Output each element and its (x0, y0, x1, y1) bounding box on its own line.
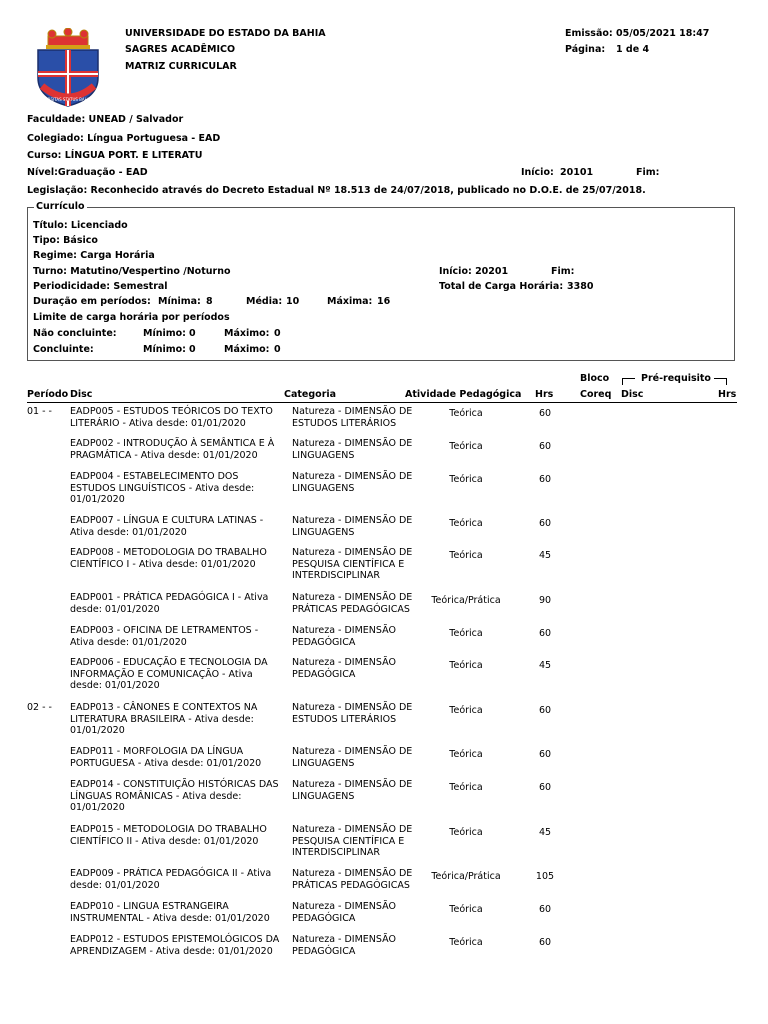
fim-label: Fim: (636, 167, 660, 178)
faculdade: Faculdade: UNEAD / Salvador (27, 114, 184, 125)
row-disc: EADP014 - CONSTITUIÇÃO HISTÓRICAS DAS LÍNGUAS ROMÂNICAS - Ativa desde: 01/01/2020 (70, 779, 279, 813)
row-categoria: Natureza - DIMENSÃO DE LINGUAGENS (292, 779, 413, 802)
row-categoria: Natureza - DIMENSÃO DE ESTUDOS LITERÁRIOS (292, 702, 413, 725)
row-atividade: Teórica (449, 550, 483, 561)
prereq-bracket-left (622, 378, 635, 385)
row-hrs: 60 (538, 518, 552, 529)
row-disc: EADP012 - ESTUDOS EPISTEMOLÓGICOS DA APRENDIZAGEM - Ativa desde: 01/01/2020 (70, 934, 280, 957)
page-label: Página: (565, 44, 606, 55)
header-prereq-disc: Disc (621, 389, 644, 400)
header-hrs: Hrs (535, 389, 554, 400)
maxima-value: 16 (377, 296, 391, 307)
row-categoria: Natureza - DIMENSÃO DE LINGUAGENS (292, 515, 413, 538)
row-categoria: Natureza - DIMENSÃO PEDAGÓGICA (292, 625, 396, 648)
row-hrs: 60 (538, 782, 552, 793)
row-hrs: 60 (538, 749, 552, 760)
row-atividade: Teórica (449, 628, 483, 639)
nc-minimo-label: Mínimo: (143, 328, 186, 339)
nc-maximo-label: Máximo: (224, 328, 270, 339)
row-hrs: 60 (538, 408, 552, 419)
emission-value: 05/05/2021 18:47 (616, 28, 710, 39)
row-disc: EADP002 - INTRODUÇÃO À SEMÂNTICA E À PRAGMÁTICA - Ativa desde: 01/01/2020 (70, 438, 275, 461)
row-disc: EADP013 - CÂNONES E CONTEXTOS NA LITERATURA BRASILEIRA - Ativa desde: 01/01/2020 (70, 702, 258, 736)
row-categoria: Natureza - DIMENSÃO DE LINGUAGENS (292, 746, 413, 769)
row-categoria: Natureza - DIMENSÃO DE PESQUISA CIENTÍFICA E INTERDISCIPLINAR (292, 547, 413, 581)
row-hrs: 60 (538, 904, 552, 915)
row-atividade: Teórica (449, 474, 483, 485)
total-carga-label: Total de Carga Horária: (439, 281, 564, 292)
media-value: 10 (286, 296, 300, 307)
row-atividade: Teórica/Prática (431, 871, 501, 882)
c-minimo-value: 0 (189, 344, 196, 355)
svg-text:UNIVERSITAS STATUS BAHIENSIS: UNIVERSITAS STATUS BAHIENSIS (35, 97, 101, 102)
row-categoria: Natureza - DIMENSÃO PEDAGÓGICA (292, 934, 396, 957)
header-atividade: Atividade Pedagógica (405, 389, 522, 400)
row-hrs: 60 (538, 628, 552, 639)
row-hrs: 45 (538, 660, 552, 671)
university-logo (28, 28, 108, 110)
row-disc: EADP010 - LINGUA ESTRANGEIRA INSTRUMENTAL - Ativa desde: 01/01/2020 (70, 901, 270, 924)
row-disc: EADP005 - ESTUDOS TEÓRICOS DO TEXTO LITERÁRIO - Ativa desde: 01/01/2020 (70, 406, 273, 429)
nivel: Nível:Graduação - EAD (27, 167, 148, 178)
row-periodo: 01 - - (27, 406, 52, 417)
header-prereq: Pré-requisito (641, 373, 711, 384)
row-categoria: Natureza - DIMENSÃO DE PRÁTICAS PEDAGÓGICAS (292, 592, 413, 615)
system-name: SAGRES ACADÊMICO (125, 44, 236, 55)
row-categoria: Natureza - DIMENSÃO PEDAGÓGICA (292, 657, 396, 680)
row-atividade: Teórica (449, 705, 483, 716)
maxima-label: Máxima: (327, 296, 373, 307)
header-disc: Disc (70, 389, 93, 400)
header-categoria: Categoria (284, 389, 337, 400)
curriculo-fim: Fim: (551, 266, 575, 277)
header-prereq-hrs: Hrs (718, 389, 737, 400)
concluinte-label: Concluinte: (33, 344, 94, 355)
duracao-label: Duração em períodos: (33, 296, 151, 307)
limite-label: Limite de carga horária por períodos (33, 312, 230, 323)
row-hrs: 45 (538, 827, 552, 838)
row-atividade: Teórica (449, 660, 483, 671)
row-hrs: 60 (538, 441, 552, 452)
curriculo-title: Currículo (36, 201, 85, 212)
institution-name: UNIVERSIDADE DO ESTADO DA BAHIA (125, 28, 326, 39)
row-categoria: Natureza - DIMENSÃO DE LINGUAGENS (292, 471, 413, 494)
legislacao: Legislação: Reconhecido através do Decreto Estadual Nº 18.513 de 24/07/2018, publicado no D.O.E. de 25/07/2018. (27, 185, 646, 196)
inicio-label: Início: (521, 167, 554, 178)
nc-maximo-value: 0 (274, 328, 281, 339)
row-disc: EADP006 - EDUCAÇÃO E TECNOLOGIA DA INFORMAÇÃO E COMUNICAÇÃO - Ativa desde: 01/01/2020 (70, 657, 268, 691)
row-categoria: Natureza - DIMENSÃO DE LINGUAGENS (292, 438, 413, 461)
row-hrs: 90 (538, 595, 552, 606)
report-title: MATRIZ CURRICULAR (125, 61, 237, 72)
crown-icon (46, 28, 90, 49)
row-atividade: Teórica (449, 827, 483, 838)
curso: Curso: LÍNGUA PORT. E LITERATU (27, 150, 203, 161)
c-minimo-label: Mínimo: (143, 344, 186, 355)
curriculo-regime: Regime: Carga Horária (33, 250, 155, 261)
row-disc: EADP011 - MORFOLOGIA DA LÍNGUA PORTUGUESA - Ativa desde: 01/01/2020 (70, 746, 262, 769)
curriculo-inicio: Início: 20201 (439, 266, 509, 277)
row-categoria: Natureza - DIMENSÃO PEDAGÓGICA (292, 901, 396, 924)
curriculo-turno: Turno: Matutino/Vespertino /Noturno (33, 266, 231, 277)
nao-concluinte-label: Não concluinte: (33, 328, 117, 339)
media-label: Média: (246, 296, 283, 307)
header-divider (27, 402, 737, 403)
nc-minimo-value: 0 (189, 328, 196, 339)
coat-of-arms-icon (28, 28, 108, 110)
header-periodo: Período (27, 389, 69, 400)
colegiado: Colegiado: Língua Portuguesa - EAD (27, 133, 221, 144)
minima-value: 8 (206, 296, 213, 307)
row-atividade: Teórica (449, 408, 483, 419)
row-hrs: 45 (538, 550, 552, 561)
row-atividade: Teórica/Prática (431, 595, 501, 606)
total-carga-value: 3380 (567, 281, 594, 292)
curriculo-tipo: Tipo: Básico (33, 235, 98, 246)
row-atividade: Teórica (449, 904, 483, 915)
prereq-bracket-right (714, 378, 727, 385)
row-disc: EADP003 - OFICINA DE LETRAMENTOS - Ativa desde: 01/01/2020 (70, 625, 259, 648)
c-maximo-label: Máximo: (224, 344, 270, 355)
row-hrs: 60 (538, 937, 552, 948)
row-disc: EADP015 - METODOLOGIA DO TRABALHO CIENTÍFICO II - Ativa desde: 01/01/2020 (70, 824, 267, 847)
row-disc: EADP009 - PRÁTICA PEDAGÓGICA II - Ativa desde: 01/01/2020 (70, 868, 272, 891)
row-hrs: 60 (538, 474, 552, 485)
row-hrs: 60 (538, 705, 552, 716)
row-categoria: Natureza - DIMENSÃO DE PESQUISA CIENTÍFICA E INTERDISCIPLINAR (292, 824, 413, 858)
row-categoria: Natureza - DIMENSÃO DE PRÁTICAS PEDAGÓGICAS (292, 868, 413, 891)
row-atividade: Teórica (449, 749, 483, 760)
page-value: 1 de 4 (616, 44, 650, 55)
row-atividade: Teórica (449, 937, 483, 948)
header-coreq: Coreq (580, 389, 612, 400)
row-atividade: Teórica (449, 518, 483, 529)
curriculo-periodicidade: Periodicidade: Semestral (33, 281, 168, 292)
row-disc: EADP008 - METODOLOGIA DO TRABALHO CIENTÍFICO I - Ativa desde: 01/01/2020 (70, 547, 267, 570)
row-atividade: Teórica (449, 441, 483, 452)
row-disc: EADP007 - LÍNGUA E CULTURA LATINAS - Ativa desde: 01/01/2020 (70, 515, 264, 538)
row-categoria: Natureza - DIMENSÃO DE ESTUDOS LITERÁRIOS (292, 406, 413, 429)
row-periodo: 02 - - (27, 702, 52, 713)
row-disc: EADP001 - PRÁTICA PEDAGÓGICA I - Ativa desde: 01/01/2020 (70, 592, 269, 615)
emission-label: Emissão: (565, 28, 613, 39)
header-bloco: Bloco (580, 373, 610, 384)
row-disc: EADP004 - ESTABELECIMENTO DOS ESTUDOS LINGUÍSTICOS - Ativa desde: 01/01/2020 (70, 471, 255, 505)
inicio-value: 20101 (560, 167, 594, 178)
row-atividade: Teórica (449, 782, 483, 793)
c-maximo-value: 0 (274, 344, 281, 355)
minima-label: Mínima: (158, 296, 201, 307)
curriculo-titulo: Título: Licenciado (33, 220, 128, 231)
row-hrs: 105 (535, 871, 555, 882)
